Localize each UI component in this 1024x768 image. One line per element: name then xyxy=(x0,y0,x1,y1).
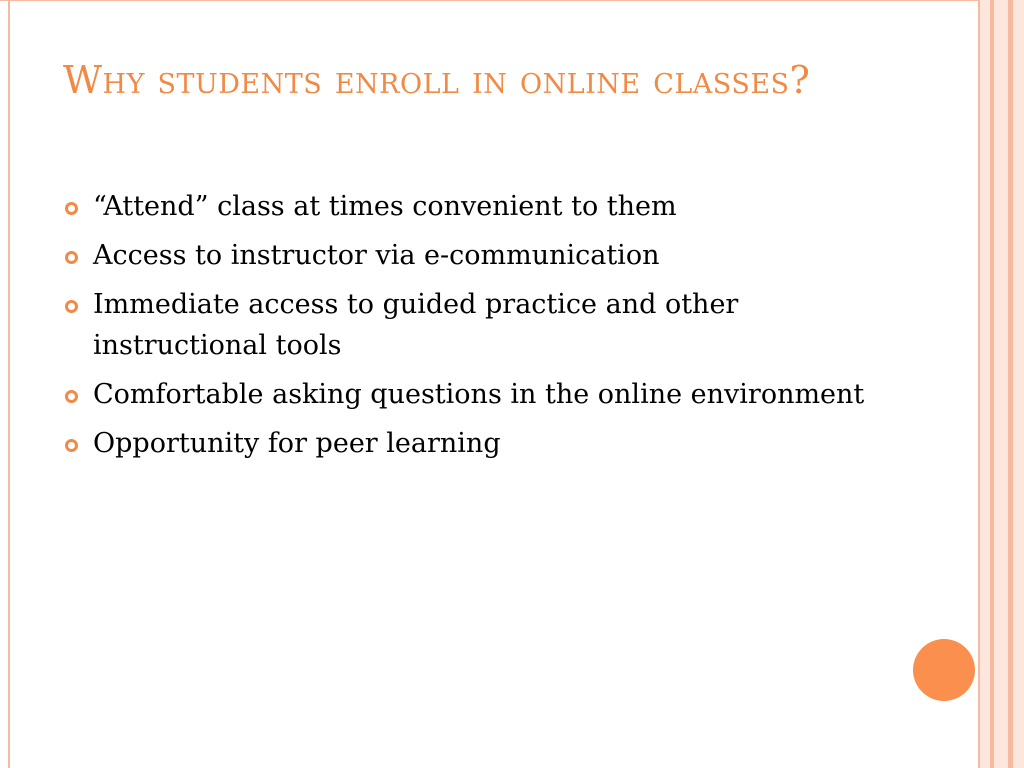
slide-title: Why students enroll in online classes? xyxy=(63,58,811,102)
left-border-line xyxy=(8,0,10,768)
bullet-item xyxy=(63,235,883,276)
ring-bullet-icon xyxy=(65,300,78,313)
top-border-line xyxy=(0,0,1024,1)
ring-bullet-icon xyxy=(65,439,78,452)
ring-bullet-icon xyxy=(65,251,78,264)
bullet-item xyxy=(63,186,883,227)
orange-circle-decoration xyxy=(913,639,975,701)
bullet-item xyxy=(63,423,883,464)
ring-bullet-icon xyxy=(65,202,78,215)
right-stripe xyxy=(1013,0,1024,768)
ring-bullet-icon xyxy=(65,390,78,403)
bullet-item xyxy=(63,374,883,415)
bullet-text: Comfortable asking questions in the online environment xyxy=(93,379,865,410)
bullet-list xyxy=(63,186,883,472)
bullet-text: “Attend” class at times convenient to them xyxy=(93,191,677,222)
bullet-text: Access to instructor via e-communication xyxy=(93,240,660,271)
right-stripe xyxy=(994,0,1008,768)
bullet-text: Immediate access to guided practice and other instructional tools xyxy=(93,289,739,361)
right-stripe xyxy=(980,0,990,768)
bullet-text: Opportunity for peer learning xyxy=(93,428,501,459)
bullet-item xyxy=(63,284,883,366)
